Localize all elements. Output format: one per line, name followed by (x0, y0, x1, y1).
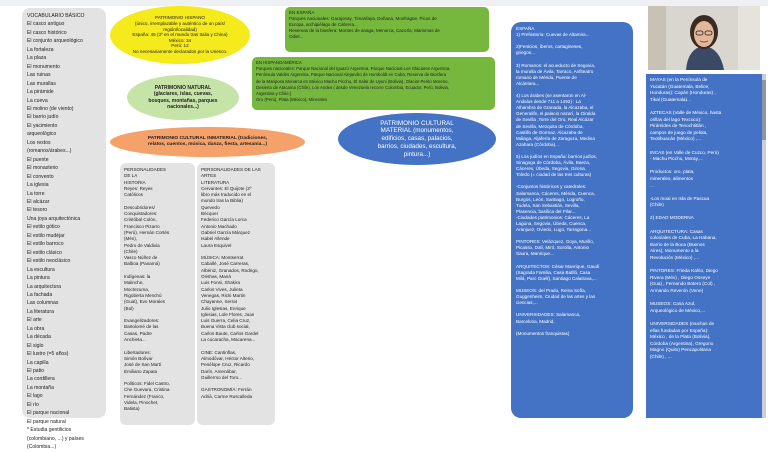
hispanoamerica-parques-text: EN HISPANOAMÉRICA Parques nacionales: Parque Nacional del Iguazú Argentina, Parque Nacional Los Glaciares Argentina, Península Valdés Argentina, Parque Nacional Alejandro de Humboldt en Cuba, Reserva de Biosfera de la Mariposa Monarca en México Machu Picchu, El Salar de Uyuni (Bolivia), Glaciar Perito Moreno, Desierto de Atacama (Chile), Los Andes ( desde Venezuela recorre Colombia, Ecuador, Perú, Bolivia, Argentina y Chile.) Oro (Perú), Plata (México), Minerales (256, 60, 451, 103)
vocabulary-item: (colombiano, ...) y países (27, 435, 84, 442)
personalidades-artes-text: PERSONALIDADES DE LAS ARTES LITERATURA Cervantes: El Quijote (2º libro más traducido en el mundo tras la Biblia) Quevedo Bécquer Federico García Lorca Antonio Machado Gabriel García Márquez Isabel Allende Laura Esquivel MÚSICA: Montserrat Caballé, José Carreras, Albéniz, Granados, Rodrigo, Orishas, Maná Luis Fonsi, Shakira Carlos Vives, Julieta Venegas, Ricki Martin Chayanne, Serrat Julio Iglesias, Enrique Iglesias, Lole Flores, Juan Luis Guerra, Celia Cruz, Buena Vista club social, Carlos Baute, Carlos Gardel La cucaracha, Macarena... CINE: Cantinflas, Almodóvar, Héctor Alterio, Penélope Cruz, Ricardo Darín, Amenábar, Guillermo del Toro... GASTRONOMÍA: Ferrán Adriá, Carme Ruscalleda (201, 167, 261, 399)
vocabulary-item: La iglesia (27, 182, 49, 189)
vocabulary-item: El puente (27, 156, 49, 163)
vocabulary-item: Las columnas (27, 300, 59, 307)
vocabulary-item: El monasterio (27, 165, 59, 172)
personalidades-artes-box (197, 163, 275, 425)
vocabulary-item: Las ruinas (27, 72, 51, 79)
vocabulary-item: El yacimiento (27, 122, 58, 129)
patrimonio-inmaterial-ellipse (110, 127, 305, 157)
vocabulary-item: El estilo neoclásico (27, 258, 71, 265)
vocabulary-item: La fortaleza (27, 46, 54, 53)
patrimonio-material-text: PATRIMONIO CULTURAL MATERIAL (monumentos, edificios, casas, palacios, barrios, ciudades, escultura, pintura...) (377, 119, 457, 158)
personalidades-historia-box (120, 163, 195, 425)
vocabulary-item: El conjunto arqueológico (27, 38, 83, 45)
vocabulary-item: El estilo gótico (27, 224, 60, 231)
vocabulary-item: arqueológico (27, 131, 57, 138)
vocabulary-item: El estilo clásico (27, 249, 62, 256)
vocabulary-item: La fachada (27, 291, 53, 298)
vocabulary-item: El casco histórico (27, 29, 67, 36)
vocabulary-item: La pirámide (27, 89, 54, 96)
vocabulary-item: El lustro (=5 años) (27, 351, 69, 358)
vocabulary-item: El estilo mudéjar (27, 232, 65, 239)
vocabulary-item: El río (27, 401, 39, 408)
vocabulary-item: La obra (27, 325, 45, 332)
vocabulary-item: La literatura (27, 308, 54, 315)
espana-parques-text: EN ESPAÑA Parques nacionales: Garajonay, Timanfaya, Doñana, Monfragüe, Picos de Europa, archipiélago de Cabrera... Reservas de la biosfera: Montes de anaga, Menorca, Cazorla, Marismas de Odiel... (289, 10, 440, 39)
vocabulary-item: El tesoro (27, 207, 48, 214)
vocabulary-item: El parque natural (27, 418, 66, 425)
vocabulary-item: El estilo barroco (27, 241, 64, 248)
webcam-video (648, 6, 760, 70)
vocabulary-item: La montaña (27, 384, 54, 391)
vocabulary-item: La capilla (27, 359, 49, 366)
vocabulary-item: El barrio judío (27, 114, 59, 121)
vocabulary-item: El molino (de viento) (27, 105, 74, 112)
vocabulary-item: Una joya arquitectónica (27, 215, 81, 222)
vocabulary-item: La escultura (27, 266, 55, 273)
vocabulary-item: El casco antiguo (27, 21, 65, 28)
vocabulary-item: (Colombia...) (27, 444, 57, 451)
hispanoamerica-historia-text: MAYAS (en la Península de Yucatán (Guatemala, Belice, Honduras): Copán (Honduras) , Tikal (Guatemala)... AZTECAS (Valle de México, hasta orillas del lago Texcoco): Pirámides de Tenochtitlán , campos de juego de pelota, Teotihuacán (México) ,... INCAS (en Valle de Cuzco, Perú) - Machu Picchu, Moray,... Productos: oro, plata, minerales, alimentos ... -Los moai en Isla de Pascua (Chile) 2) EDAD MODERNA ARQUITECTURA: Casas coloniales de Cuba, La Habana, Barrio de la Boca (Buenos Aires), Monumento a la Revolución (México) ,... PINTORES: Frieda Kahlo, Diego Rivera (Méx) , Diego Osseye (Gua) , Fernando Botero (Col) , Armando Reverón (Vene) MUSEOS: Casa Azul, Arqueológico de México,... UNIVERSIDADES (muchas de ellas fundadas por España): México , de la Plata (Bolivia), Córdoba (Argentina), Gregorio Magno (Quito) Pencapolitana (Chile) , ... (650, 77, 722, 359)
vocabulary-item: La plaza (27, 55, 47, 62)
espana-historia-panel (511, 22, 633, 418)
vocabulary-title: VOCABULARIO BÁSICO (27, 13, 85, 19)
patrimonio-hispano-text: PATRIMONIO HISPANO (único, irremplazable y auténtico de un país/ región/localidad) España: 45 (3º en el mundo tras Italia y China) México: 34 Perú: 12 No necesariamente declarados por la Unesco. (132, 15, 228, 54)
vocabulary-box (22, 8, 106, 451)
hispanoamerica-historia-panel (646, 74, 764, 418)
espana-historia-text: ESPAÑA 1) Prehistoria: Cuevas de Altamira... 2)Fenicios, íberos, cartagineses, griegos... 3) Romanos: el acueducto de Segovia, la muralla de Ávila, Tarraco, Anfiteatro romano de Mérida, Puente de Alcántara... 4) Los árabes (se asentaron en Al- Andalus desde 711 a 1492) : La Alhambra de Granada, la Alcazaba, el Generalife, el palacio nazarí, la Giralda de Sevilla ,Torre del Oro, Real Alcázar de Sevilla, Mezquita de Córdoba, Castillo de Gormaz, Alcazaba de Málaga, Aljafería de Zaragoza, Medina Azahara (Córdoba)... 5) Los judíos en España: barrios judíos, Sinagoga de Córdoba, Ávila, Baeza, Cáceres, Úbeda, Segovia, Girona, Toledo (= ciudad de las tres culturas) -Conjuntos históricos y catedrales: Salamanca, Cáceres, Mérida, Cuenca, Burgos, León, Santiago, Logroño, Tudela, San Sebastián, Sevilla, Plasencia, basílica del Pilar... -Ciudades patrimonios: Cáceres, La Laguna, Segovia, Úbeda, Cuenca, Aranjuez, Oviedo, Lugo, Tarragona... PINTORES: Velázquez, Goya, Murillo, Picasso, Dalí, Miró, Sorolla, Antonio Saura, Manrique... ARQUITECTOS: César Manrique, Gaudí (Sagrada Familia, Casa Batlló, Casa Milá, Parc Güell), Santiago Calatrava,... MUSEOS: del Prado, Reina Sofía, Guggenheim, Ciudad de las artes y las ciencias,... UNIVERSIDADES: Salamanca, Barcelona, Madrid, (Monumentos franquistas) (516, 26, 600, 336)
vocabulary-item: La arquitectura (27, 283, 61, 290)
patrimonio-natural-text: PATRIMONIO NATURAL (glaciares, islas, cuevas, bosques, montañas, parques nacionales...) (148, 85, 218, 110)
presenter-avatar-icon (648, 6, 760, 70)
vocabulary-item: El patio (27, 368, 44, 375)
vocabulary-item: * Estudia gentilicios (27, 427, 72, 434)
vocabulary-item: Las murallas (27, 80, 56, 87)
patrimonio-hispano-ellipse (110, 6, 250, 64)
vocabulary-item: El parque nacional (27, 410, 70, 417)
vocabulary-item: (romanos/árabes...) (27, 148, 72, 155)
vocabulary-item: El convento (27, 173, 54, 180)
vocabulary-item: La década (27, 334, 51, 341)
vocabulary-item: El alcázar (27, 198, 50, 205)
vocabulary-item: La cordillera (27, 376, 55, 383)
vocabulary-item: Los restos (27, 139, 51, 146)
vocabulary-item: La torre (27, 190, 45, 197)
espana-parques-box (285, 7, 489, 52)
personalidades-historia-text: PERSONALIDADES DE LA HISTORIA Reyes: Reyes Católicos Descubridores/ Conquistadores: Cristóbal Colón, Francisco Pizarro (Perú), Hernán Cortés (Méx), Pedro de Valdivia (Chile) Vasco Núñez de Balboa (Panamá) Indígenas: la Malinche, Moctezuma, Rigoberta Menchú (Guat), Evo Morales (Bol) Evangelizadores: Bartolomé de las Casas, Padre Anchieta... Libertadores: Simón Bolívar José de San Martí Emiliano Zapata Políticos: Fidel Castro, Che Guevara, Cristina Fernández (Franco, Videla, Pinochet, Batista) (124, 167, 170, 412)
vocabulary-item: La cueva (27, 97, 48, 104)
vocabulary-item: El lago (27, 393, 43, 400)
patrimonio-natural-ellipse (127, 75, 239, 120)
vocabulary-item: La pintura (27, 275, 50, 282)
vocabulary-item: El arte (27, 317, 42, 324)
vocabulary-item: El siglo (27, 342, 44, 349)
patrimonio-material-ellipse (338, 113, 496, 165)
right-panel-scrollbar-thumb[interactable] (762, 80, 766, 140)
patrimonio-inmaterial-text: PATRIMONIO CULTURAL INMATERIAL (tradiciones, relatos, cuentos, música, danza, fiesta, artesanía...) (147, 135, 268, 147)
hispanoamerica-parques-box (252, 57, 495, 110)
vocabulary-item: El monumento (27, 63, 60, 70)
